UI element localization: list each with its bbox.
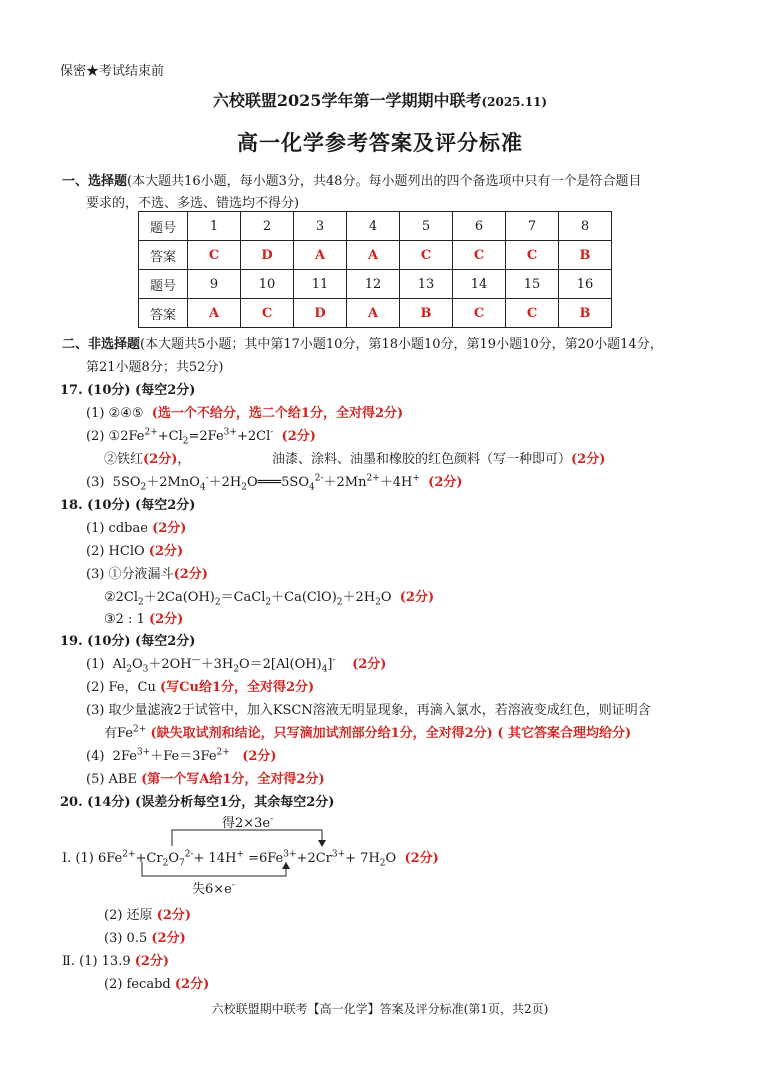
page-title: 高一化学参考答案及评分标准	[237, 130, 523, 155]
table-cell: B	[559, 241, 612, 270]
q17-answer-2b: ②铁红(2分)，	[104, 452, 191, 467]
q20-heading: 20. (14分) (误差分析每空1分，其余每空2分)	[60, 795, 335, 810]
table-cell: 5	[400, 212, 453, 241]
table-cell: C	[506, 241, 559, 270]
q17-answer-3: (3) $5SO_2+2MnO_4^-+2H_2O═══5SO_4^{2-}+2Mn^{2+}+4H^+$ (2分)	[86, 473, 463, 493]
table-cell: C	[400, 241, 453, 270]
table-cell: 11	[294, 270, 347, 299]
section1-heading: 一、选择题(本大题共16小题，每小题3分，共48分。每小题列出的四个备选项中只有一个是符合题目	[62, 174, 642, 189]
q20-answer-2: (2) 还原 (2分)	[104, 908, 192, 923]
table-cell: D	[294, 299, 347, 328]
q17-heading: 17. (10分) (每空2分)	[60, 383, 196, 398]
table-cell: 1	[188, 212, 241, 241]
q20-part2-answer-1: Ⅱ. (1) 13.9 (2分)	[62, 954, 170, 969]
exam-title: 六校联盟2025学年第一学期期中联考(2025.11)	[212, 91, 548, 110]
table-cell: B	[559, 299, 612, 328]
table-cell: 15	[506, 270, 559, 299]
table-cell: 14	[453, 270, 506, 299]
table-cell: C	[506, 299, 559, 328]
table-cell: 题号	[139, 212, 188, 241]
q18-answer-3: (3) ①分液漏斗(2分)	[86, 567, 208, 582]
table-cell: 6	[453, 212, 506, 241]
table-cell: 13	[400, 270, 453, 299]
q20-answer-3: (3) 0.5 (2分)	[104, 931, 186, 946]
electron-loss-label: 失6×e-	[192, 880, 235, 897]
table-cell: B	[400, 299, 453, 328]
q19-answer-5: (5) ABE (第一个写A给1分，全对得2分)	[86, 772, 325, 787]
electron-gain-label: 得2×3e-	[222, 814, 274, 831]
table-cell: 7	[506, 212, 559, 241]
q19-answer-3b: 有$Fe^{2+}$ (缺失取试剂和结论，只写滴加试剂部分给1分，全对得2分) ( 其它答案合理均给分)	[104, 724, 632, 741]
page-footer: 六校联盟期中联考【高一化学】答案及评分标准(第1页，共2页)	[211, 1002, 549, 1016]
table-cell: A	[188, 299, 241, 328]
table-cell: 答案	[139, 299, 188, 328]
table-cell: A	[347, 299, 400, 328]
table-cell: 8	[559, 212, 612, 241]
table-cell: 2	[241, 212, 294, 241]
table-cell: 12	[347, 270, 400, 299]
table-cell: 题号	[139, 270, 188, 299]
table-cell: A	[294, 241, 347, 270]
table-cell: 10	[241, 270, 294, 299]
section2-heading: 二、非选择题(本大题共5小题；其中第17小题10分，第18小题10分，第19小题10分，第20小题14分，	[62, 337, 663, 352]
q17-answer-2: (2) $①2Fe^{2+}+Cl_2=2Fe^{3+}+2Cl^-$ (2分)	[86, 427, 316, 447]
section1-desc: 要求的，不选、多选、错选均不得分)	[86, 196, 300, 211]
q17-answer-2c: 油漆、涂料、油墨和橡胶的红色颜料（写一种即可）(2分)	[272, 452, 606, 467]
section2-desc: 第21小题8分；共52分)	[86, 360, 224, 375]
table-cell: C	[241, 299, 294, 328]
q19-answer-2: (2) Fe，Cu (写Cu给1分，全对得2分)	[86, 680, 315, 695]
q19-heading: 19. (10分) (每空2分)	[60, 634, 196, 649]
q18-answer-1: (1) cdbae (2分)	[86, 521, 187, 536]
q18-heading: 18. (10分) (每空2分)	[60, 498, 196, 513]
q20-part2-answer-2: (2) fecabd (2分)	[104, 977, 210, 992]
confidential-label: 保密★考试结束前	[60, 64, 165, 79]
q19-answer-3: (3) 取少量滤液2于试管中，加入KSCN溶液无明显现象，再滴入氯水，若溶液变成红色，则证明含	[86, 703, 651, 718]
q19-answer-4: (4) $2Fe^{3+}+Fe=3Fe^{2+}$ (2分)	[86, 747, 277, 764]
q18-answer-3b: $②2Cl_2+2Ca(OH)_2=CaCl_2+Ca(ClO)_2+2H_2O$ (2分)	[104, 590, 435, 608]
q17-answer-1: (1) ②④⑤ (选一个不给分，选二个给1分，全对得2分)	[86, 406, 404, 421]
table-cell: A	[347, 241, 400, 270]
table-cell: 9	[188, 270, 241, 299]
table-cell: 3	[294, 212, 347, 241]
q20-redox-equation: Ⅰ. (1) $6Fe^{2+}+Cr_2O_7^{2-}+ 14H^+ =6Fe^{3+}+2Cr^{3+}+ 7H_2O$ (2分)	[62, 849, 439, 869]
q18-answer-2: (2) HClO (2分)	[86, 544, 184, 559]
table-cell: C	[453, 241, 506, 270]
table-cell: C	[188, 241, 241, 270]
table-cell: 答案	[139, 241, 188, 270]
q19-answer-1: (1) $Al_2O_3+2OH^—+3H_2O=2[Al(OH)_4]^-$ (2分)	[86, 655, 387, 675]
table-cell: 16	[559, 270, 612, 299]
table-cell: D	[241, 241, 294, 270]
q18-answer-3c: ③2 : 1 (2分)	[104, 612, 184, 627]
table-cell: 4	[347, 212, 400, 241]
table-cell: C	[453, 299, 506, 328]
